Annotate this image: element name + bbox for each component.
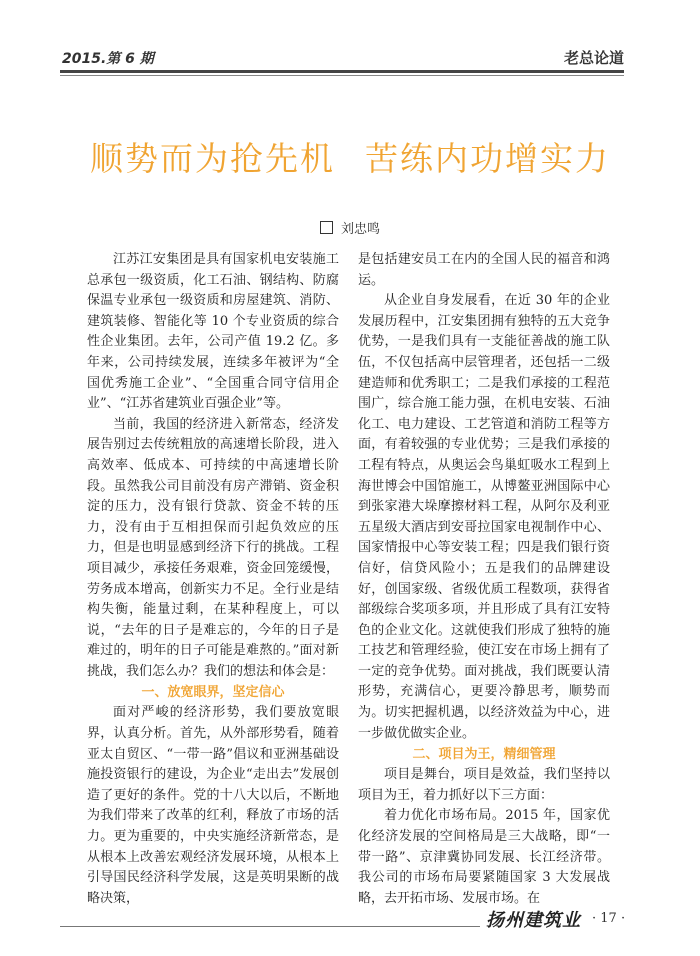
section-heading-2: 二、项目为王，精细管理	[412, 747, 556, 763]
article-title	[0, 133, 700, 180]
paragraph: 面对严峻的经济形势，我们要放宽眼界，认真分析。首先，从外部形势看，随着亚太自贸区、“一带一路”倡议和亚洲基础设施投资银行的建设，为企业“走出去”发展创造了更好的条件。党的十八大以后，不断地为我们带来了改革的红利，释放了市场的活力。更为重要的，中央实施经济新常态，是从根本上改善宏观经济发展环境，从根本上引导国民经济科学发展，这是英明果断的战略决策，	[87, 705, 339, 906]
paragraph: 项目是舞台，项目是效益，我们坚持以项目为王，着力抓好以下三方面：	[358, 767, 610, 803]
footer-rule	[60, 926, 480, 927]
section-label: 老总论道	[563, 49, 624, 67]
author-line	[0, 218, 700, 237]
paragraph: 着力优化市场布局。2015 年，国家优化经济发展的空间格局是三大战略，即“一带一路”、京津冀协同发展、长江经济带。我公司的市场布局要紧随国家 3 大发展战略，去开拓市场、发展市场。在	[358, 808, 610, 906]
author-box-icon	[320, 221, 333, 234]
header-rule	[60, 70, 624, 73]
issue-label: 2015.第 6 期	[62, 51, 154, 67]
left-column	[87, 250, 339, 909]
paragraph: 从企业自身发展看，在近 30 年的企业发展历程中，江安集团拥有独特的五大竞争优势，一是我们具有一支能征善战的施工队伍，不仅包括高中层管理者，还包括一二级建造师和优秀职工；二是我们承接的工程范围广，综合施工能力强，在机电安装、石油化工、电力建设、工艺管道和消防工程等方面，有着较强的专业优势；三是我们承接的工程有特点，从奥运会鸟巢虹吸水工程到上海世博会中国馆施工，从博鳌亚洲国际中心到张家港大垛摩擦材料工程，从阿尔及利亚五星级大酒店到安哥拉国家电视制作中心、国家情报中心等安装工程；四是我们银行资信好，信贷风险小；五是我们的品牌建设好，创国家级、省级优质工程数项，获得省部级综合奖项多项，并且形成了具有江安特色的企业文化。这就使我们形成了独特的施工技艺和管理经验，使江安在市场上拥有了一定的竞争优势。面对挑战，我们既要认清形势，充满信心，更要冷静思考，顺势而为。切实把握机遇，以经济效益为中心，进一步做优做实企业。	[358, 293, 610, 741]
paragraph-continuation: 是包括建安员工在内的全国人民的福音和鸿运。	[358, 252, 610, 288]
paragraph: 当前，我国的经济进入新常态，经济发展告别过去传统粗放的高速增长阶段，进入高效率、低成本、可持续的中高速增长阶段。虽然我公司目前没有房产滞销、资金积淀的压力，没有银行贷款、资金不转的压力，没有由于互相担保而引起负效应的压力，但是也明显感到经济下行的挑战。工程项目减少，承接任务艰难，资金回笼缓慢，劳务成本增高，创新实力不足。全行业是结构失衡，能量过剩，在某种程度上，可以说，“去年的日子是难忘的，今年的日子是难过的，明年的日子可能是难熬的。”面对新挑战，我们怎么办？我们的想法和体会是：	[87, 416, 339, 679]
author-name: 刘忠鸣	[340, 222, 380, 237]
section-heading-1: 一、放宽眼界，坚定信心	[141, 685, 285, 701]
title-part-1: 顺势而为抢先机	[90, 139, 335, 178]
page-number: · 17 ·	[592, 911, 626, 926]
paragraph: 江苏江安集团是具有国家机电安装施工总承包一级资质，化工石油、钢结构、防腐保温专业承包一级资质和房屋建筑、消防、建筑装修、智能化等 10 个专业资质的综合性企业集团。去年，公司产值 19.2 亿。多年来，公司持续发展，连续多年被评为“全国优秀施工企业”、“全国重合同守信用企业”、“江苏省建筑业百强企业”等。	[87, 252, 339, 412]
title-part-2: 苦练内功增实力	[365, 139, 610, 178]
right-column	[358, 250, 610, 909]
header-rule-thin	[60, 75, 624, 76]
magazine-logo: 扬州建筑业	[486, 910, 581, 931]
